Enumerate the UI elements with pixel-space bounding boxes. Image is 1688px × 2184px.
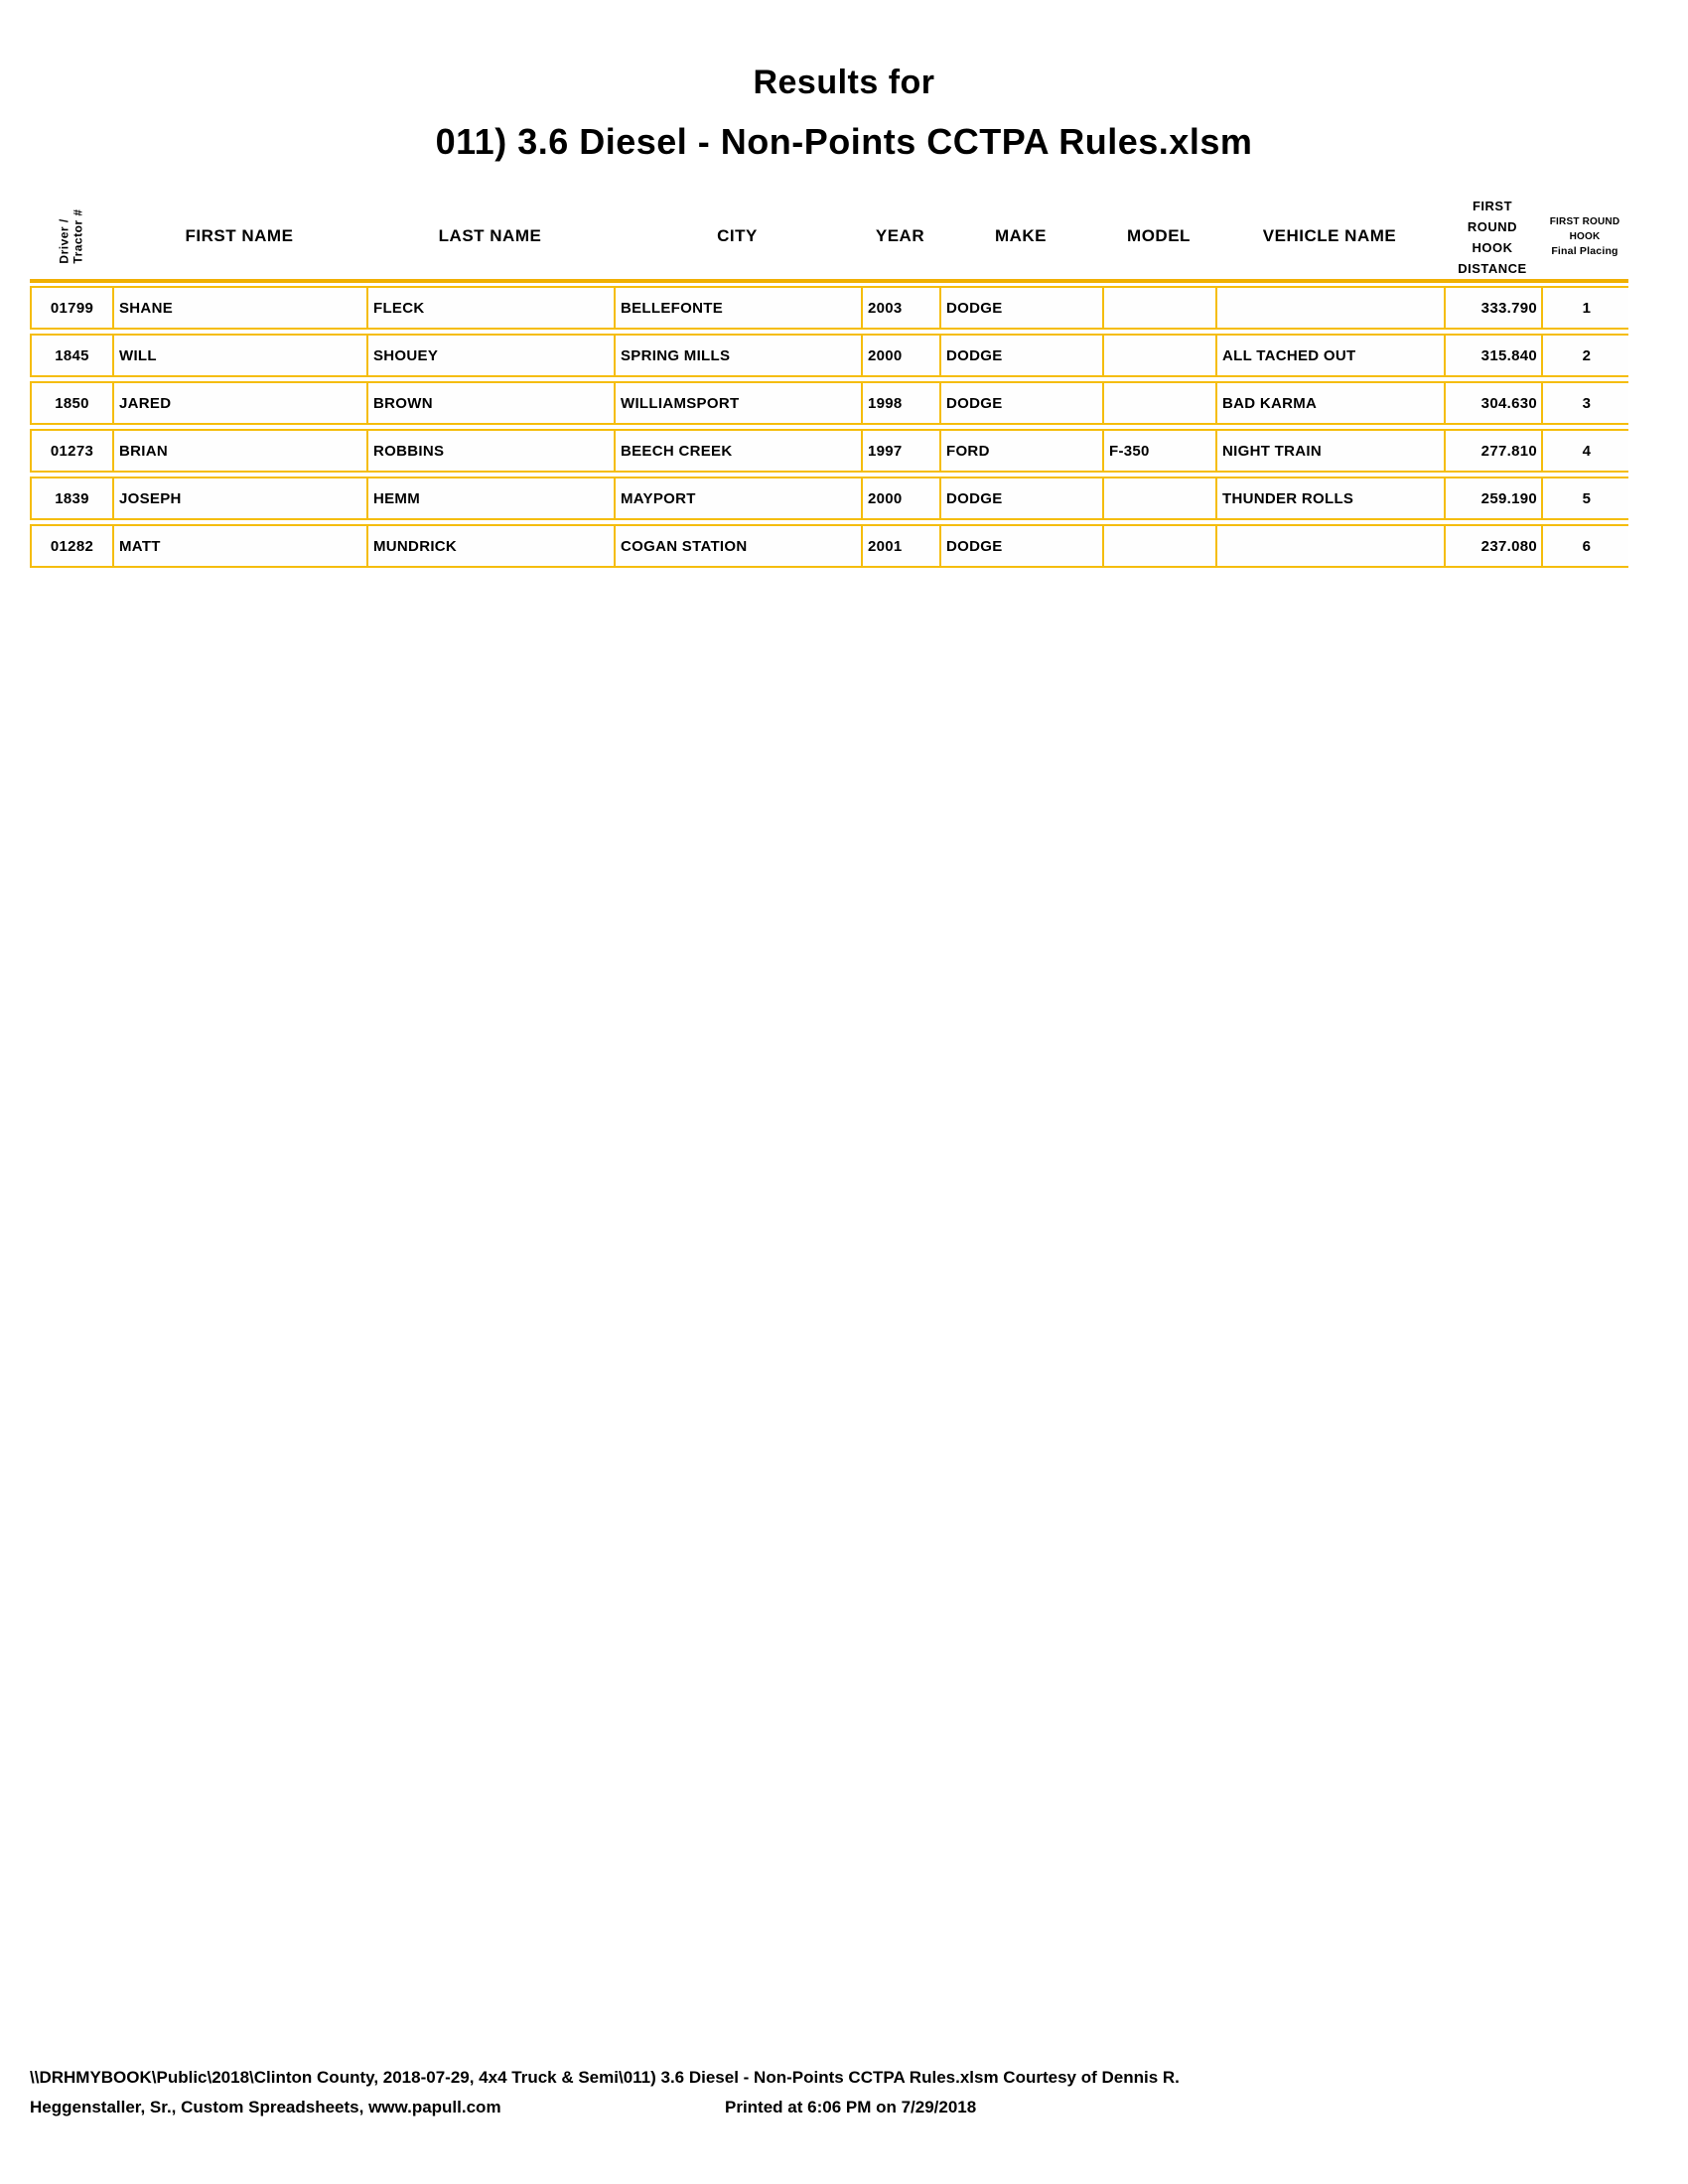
- cell-year: 2003: [863, 288, 941, 328]
- cell-model: [1104, 288, 1217, 328]
- cell-make: DODGE: [941, 336, 1104, 375]
- col-header-city: CITY: [717, 226, 758, 245]
- cell-hook-distance: 304.630: [1446, 383, 1543, 423]
- table-row: [30, 524, 1628, 568]
- cell-first-name: JOSEPH: [114, 478, 368, 518]
- cell-city: BELLEFONTE: [616, 288, 863, 328]
- cell-make: DODGE: [941, 288, 1104, 328]
- footer-file-path: \\DRHMYBOOK\Public\2018\Clinton County, 2018-07-29, 4x4 Truck & Semi\011) 3.6 Diesel - Non-Points CCTPA Rules.xlsm Courtesy of Dennis R.: [30, 2068, 1180, 2087]
- cell-final-placing: 6: [1582, 537, 1592, 555]
- col-header-final-placing: FIRST ROUND HOOK Final Placing: [1549, 215, 1620, 257]
- page-footer: [30, 2063, 1658, 2122]
- cell-make: DODGE: [941, 526, 1104, 566]
- cell-vehicle-name: ALL TACHED OUT: [1217, 336, 1446, 375]
- cell-make: FORD: [941, 431, 1104, 471]
- col-header-last-name: LAST NAME: [438, 226, 542, 245]
- cell-city: SPRING MILLS: [616, 336, 863, 375]
- cell-vehicle-name: [1217, 526, 1446, 566]
- cell-model: [1104, 336, 1217, 375]
- cell-final-placing: 2: [1582, 346, 1592, 364]
- cell-driver-number: 01282: [32, 526, 114, 566]
- cell-last-name: BROWN: [368, 383, 616, 423]
- cell-final-placing: 5: [1582, 489, 1592, 507]
- footer-printed-timestamp: Printed at 6:06 PM on 7/29/2018: [725, 2098, 977, 2116]
- cell-driver-number: 1850: [32, 383, 114, 423]
- cell-city: BEECH CREEK: [616, 431, 863, 471]
- table-row: [30, 381, 1628, 425]
- cell-year: 2000: [863, 478, 941, 518]
- cell-year: 1997: [863, 431, 941, 471]
- cell-year: 1998: [863, 383, 941, 423]
- cell-last-name: SHOUEY: [368, 336, 616, 375]
- cell-final-placing: 4: [1582, 442, 1592, 460]
- cell-vehicle-name: THUNDER ROLLS: [1217, 478, 1446, 518]
- cell-driver-number: 1845: [32, 336, 114, 375]
- cell-vehicle-name: NIGHT TRAIN: [1217, 431, 1446, 471]
- results-table: [30, 194, 1628, 572]
- file-title: 011) 3.6 Diesel - Non-Points CCTPA Rules.xlsm: [435, 121, 1253, 162]
- cell-hook-distance: 315.840: [1446, 336, 1543, 375]
- col-header-model: MODEL: [1127, 226, 1191, 245]
- cell-hook-distance: 259.190: [1446, 478, 1543, 518]
- cell-model: [1104, 383, 1217, 423]
- col-header-driver-tractor: [30, 194, 112, 279]
- cell-first-name: SHANE: [114, 288, 368, 328]
- cell-model: [1104, 478, 1217, 518]
- cell-make: DODGE: [941, 383, 1104, 423]
- cell-last-name: MUNDRICK: [368, 526, 616, 566]
- cell-last-name: ROBBINS: [368, 431, 616, 471]
- cell-hook-distance: 277.810: [1446, 431, 1543, 471]
- page-title: Results for: [753, 64, 935, 101]
- cell-year: 2001: [863, 526, 941, 566]
- cell-city: MAYPORT: [616, 478, 863, 518]
- table-row: [30, 429, 1628, 473]
- col-header-vehicle-name: VEHICLE NAME: [1262, 226, 1397, 245]
- cell-driver-number: 01273: [32, 431, 114, 471]
- header-divider: [30, 279, 1628, 283]
- col-header-first-round-hook-distance: FIRST ROUND HOOK DISTANCE: [1458, 199, 1527, 276]
- table-row: [30, 334, 1628, 377]
- cell-city: COGAN STATION: [616, 526, 863, 566]
- cell-make: DODGE: [941, 478, 1104, 518]
- table-row: [30, 286, 1628, 330]
- cell-first-name: MATT: [114, 526, 368, 566]
- cell-first-name: JARED: [114, 383, 368, 423]
- driver-header-line2: Tractor #: [70, 208, 85, 264]
- driver-header-line1: Driver /: [57, 218, 71, 264]
- cell-city: WILLIAMSPORT: [616, 383, 863, 423]
- cell-first-name: WILL: [114, 336, 368, 375]
- table-header-row: [30, 194, 1628, 279]
- col-header-year: YEAR: [875, 226, 925, 245]
- col-header-make: MAKE: [994, 226, 1048, 245]
- cell-hook-distance: 333.790: [1446, 288, 1543, 328]
- cell-first-name: BRIAN: [114, 431, 368, 471]
- cell-driver-number: 1839: [32, 478, 114, 518]
- cell-model: [1104, 526, 1217, 566]
- cell-model: F-350: [1104, 431, 1217, 471]
- cell-last-name: FLECK: [368, 288, 616, 328]
- cell-vehicle-name: BAD KARMA: [1217, 383, 1446, 423]
- cell-hook-distance: 237.080: [1446, 526, 1543, 566]
- cell-driver-number: 01799: [32, 288, 114, 328]
- cell-final-placing: 3: [1582, 394, 1592, 412]
- cell-vehicle-name: [1217, 288, 1446, 328]
- col-header-first-name: FIRST NAME: [185, 226, 294, 245]
- cell-final-placing: 1: [1582, 299, 1592, 317]
- table-row: [30, 477, 1628, 520]
- cell-year: 2000: [863, 336, 941, 375]
- footer-credit: Heggenstaller, Sr., Custom Spreadsheets, www.papull.com: [30, 2098, 501, 2116]
- table-body: [30, 286, 1628, 568]
- cell-last-name: HEMM: [368, 478, 616, 518]
